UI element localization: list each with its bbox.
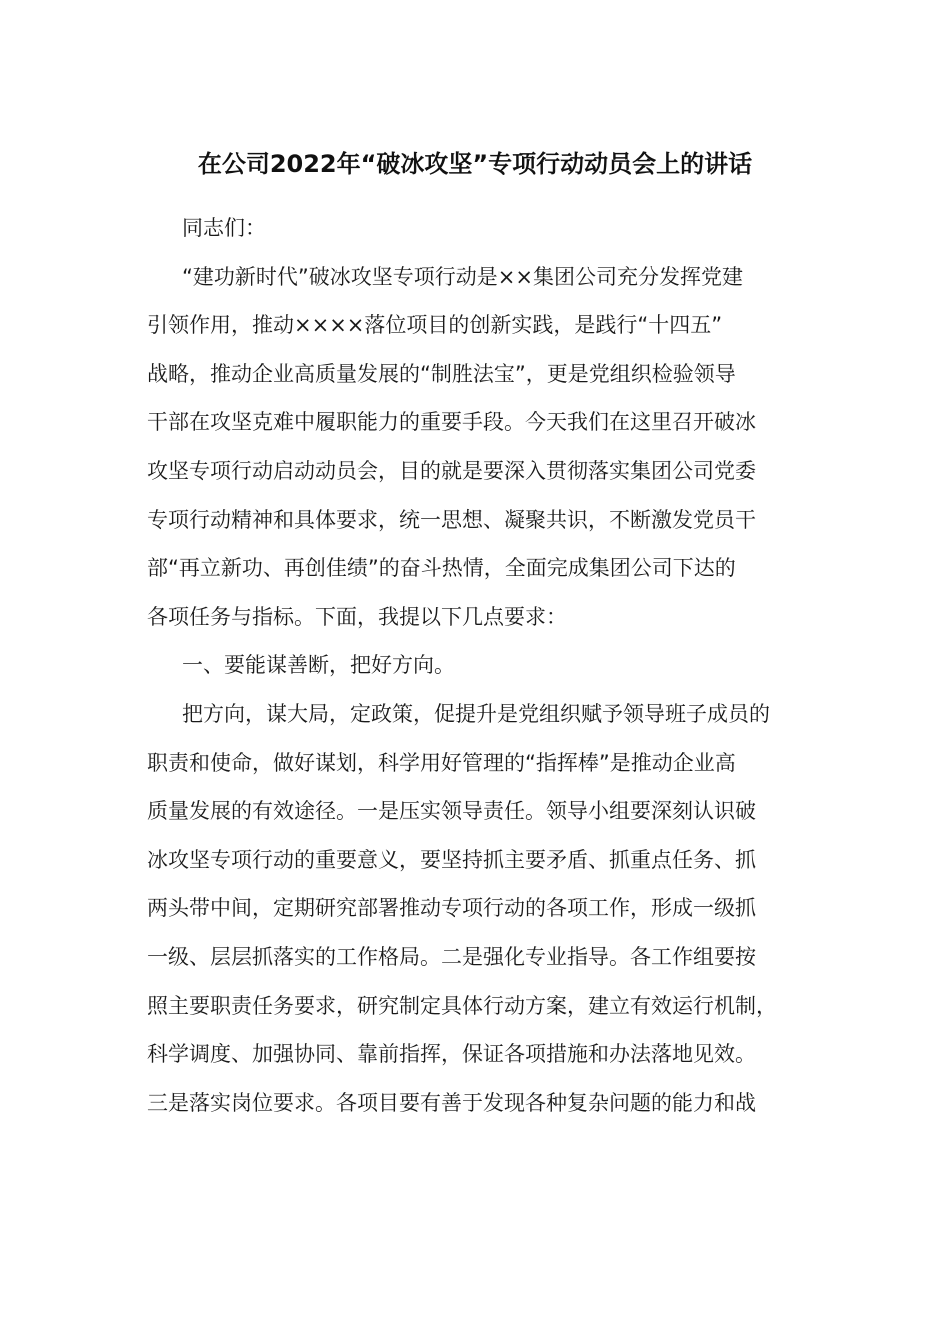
text-line: 战略，推动企业高质量发展的“制胜法宝”，更是党组织检验领导 [147,361,736,386]
text-line: “建功新时代”破冰攻坚专项行动是××集团公司充分发挥党建 [182,264,743,289]
text-line: 专项行动精神和具体要求，统一思想、凝聚共识，不断激发党员干 [147,507,756,532]
text-line: 同志们： [182,216,266,240]
text-line: 冰攻坚专项行动的重要意义，要坚持抓主要矛盾、抓重点任务、抓 [147,847,756,872]
text-line: 部“再立新功、再创佳绩”的奋斗热情，全面完成集团公司下达的 [147,556,736,581]
document-body [147,210,817,1133]
text-line: 两头带中间，定期研究部署推动专项行动的各项工作，形成一级抓 [147,896,756,921]
text-line: 照主要职责任务要求，研究制定具体行动方案，建立有效运行机制， [147,993,777,1018]
text-line: 三是落实岗位要求。各项目要有善于发现各种复杂问题的能力和战 [147,1090,756,1115]
text-line: 攻坚专项行动启动动员会，目的就是要深入贯彻落实集团公司党委 [147,458,756,483]
text-line: 质量发展的有效途径。一是压实领导责任。领导小组要深刻认识破 [147,799,756,824]
text-line: 一、要能谋善断，把好方向。 [182,653,455,678]
text-line: 各项任务与指标。下面，我提以下几点要求： [147,604,567,629]
text-line: 引领作用，推动××××落位项目的创新实践，是践行“十四五” [147,313,723,338]
text-line: 把方向，谋大局，定政策，促提升是党组织赋予领导班子成员的 [182,701,770,726]
text-line: 一级、层层抓落实的工作格局。二是强化专业指导。各工作组要按 [147,944,756,969]
document-title: 在公司2022年“破冰攻坚”专项行动动员会上的讲话 [197,150,753,178]
text-line: 职责和使命，做好谋划，科学用好管理的“指挥棒”是推动企业高 [147,750,736,775]
text-line: 干部在攻坚克难中履职能力的重要手段。今天我们在这里召开破冰 [147,410,756,435]
text-line: 科学调度、加强协同、靠前指挥，保证各项措施和办法落地见效。 [147,1042,756,1067]
